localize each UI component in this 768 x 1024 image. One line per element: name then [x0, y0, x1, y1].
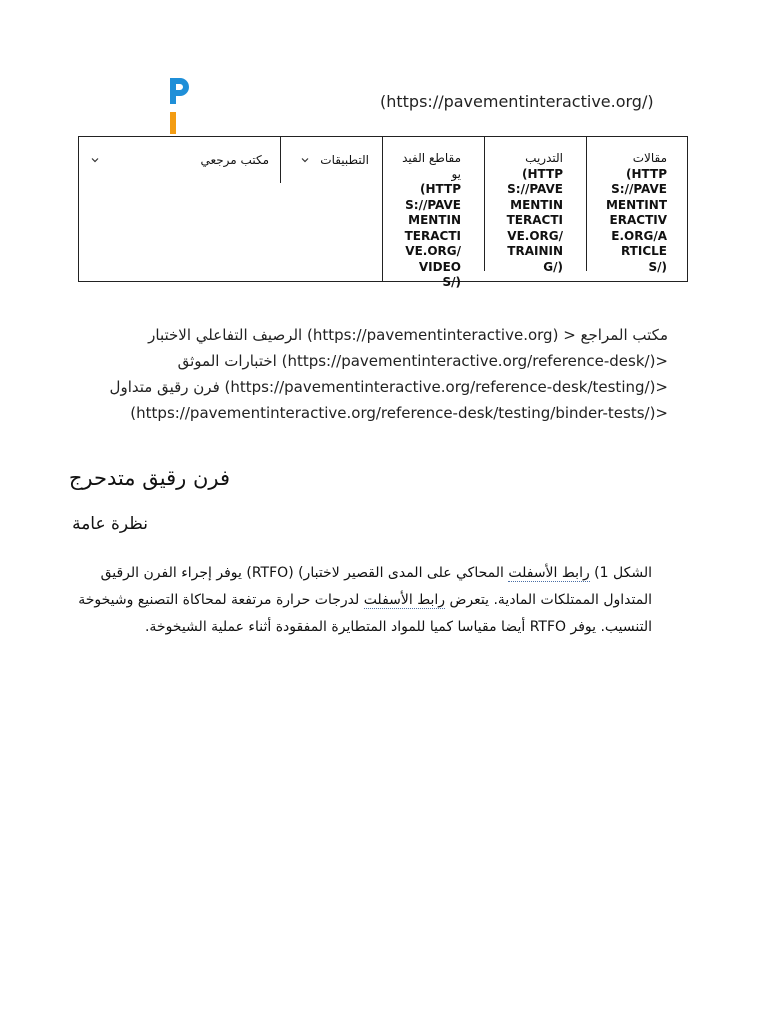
paragraph-text: المحاكي على المدى القصير لاختبار) (RTFO) يوفر إجراء الفرن الرقيق المتداول الممتلكات المادية. يتعرض: [100, 565, 652, 608]
nav-videos-url: (HTTPS://PAVEMENTINTERACTIVE.ORG/VIDEOS/): [404, 182, 461, 289]
breadcrumb-testing[interactable]: الاختبار: [148, 326, 191, 344]
paragraph-text: الشكل 1): [589, 565, 652, 581]
asphalt-binder-link[interactable]: رابط الأسفلت: [508, 565, 590, 581]
nav-item-videos[interactable]: [401, 151, 461, 291]
breadcrumb-desk[interactable]: مكتب المراجع: [580, 326, 668, 344]
breadcrumb: [60, 322, 668, 426]
chevron-down-icon: [90, 155, 100, 165]
site-logo[interactable]: [168, 76, 194, 138]
site-url-link[interactable]: (https://pavementinteractive.org/): [380, 92, 654, 111]
nav-articles-url: (HTTPS://PAVEMENTINTERACTIVE.ORG/ARTICLES/): [605, 166, 667, 274]
nav-item-articles[interactable]: [605, 151, 667, 275]
nav-articles-label: مقالات: [632, 151, 667, 165]
nav-training-label: التدريب: [525, 151, 563, 165]
breadcrumb-binder-url[interactable]: (https://pavementinteractive.org/reference-desk/testing/binder-tests/): [130, 404, 656, 422]
nav-reference-desk-label: مكتب مرجعي: [200, 153, 269, 167]
chevron-down-icon: [300, 155, 310, 165]
nav-divider: [484, 137, 485, 271]
nav-dropdown-applications[interactable]: [300, 153, 369, 167]
nav-videos-label: مقاطع الفيديو: [402, 151, 461, 181]
breadcrumb-separator: <: [655, 404, 668, 422]
nav-divider: [280, 137, 281, 183]
paragraph-text: لدرجات حرارة مرتفعة لمحاكاة التصنيع وشيخوخة التنسيب. يوفر RTFO أيضا مقياسا كميا للمواد المتطايرة المفقودة أثناء عملية الشيخوخة.: [78, 592, 652, 635]
breadcrumb-binder[interactable]: اختبارات الموثق: [177, 352, 277, 370]
nav-dropdown-reference-desk[interactable]: [90, 153, 269, 167]
breadcrumb-separator: <: [655, 378, 668, 396]
asphalt-binder-link[interactable]: رابط الأسفلت: [363, 592, 446, 608]
breadcrumb-separator: <: [655, 352, 668, 370]
nav-divider: [382, 137, 383, 282]
breadcrumb-current: فرن رقيق متداول: [109, 378, 220, 396]
breadcrumb-home[interactable]: الرصيف التفاعلي: [195, 326, 303, 344]
overview-paragraph: [76, 560, 652, 641]
nav-divider: [586, 137, 587, 271]
main-nav: [78, 136, 688, 289]
breadcrumb-testing-url[interactable]: (https://pavementinteractive.org/reference-desk/testing/): [224, 378, 656, 396]
nav-training-url: (HTTPS://PAVEMENTINTERACTIVE.ORG/TRAINING/): [506, 166, 563, 274]
page-title: فرن رقيق متدحرج: [68, 466, 230, 490]
nav-applications-label: التطبيقات: [320, 153, 369, 167]
nav-item-training[interactable]: [503, 151, 563, 275]
section-title-overview: نظرة عامة: [72, 514, 148, 534]
breadcrumb-separator: <: [563, 326, 581, 344]
breadcrumb-desk-url[interactable]: (https://pavementinteractive.org/reference-desk/): [281, 352, 656, 370]
breadcrumb-home-url[interactable]: (https://pavementinteractive.org): [306, 326, 559, 344]
pavement-interactive-logo-icon: [168, 76, 194, 138]
